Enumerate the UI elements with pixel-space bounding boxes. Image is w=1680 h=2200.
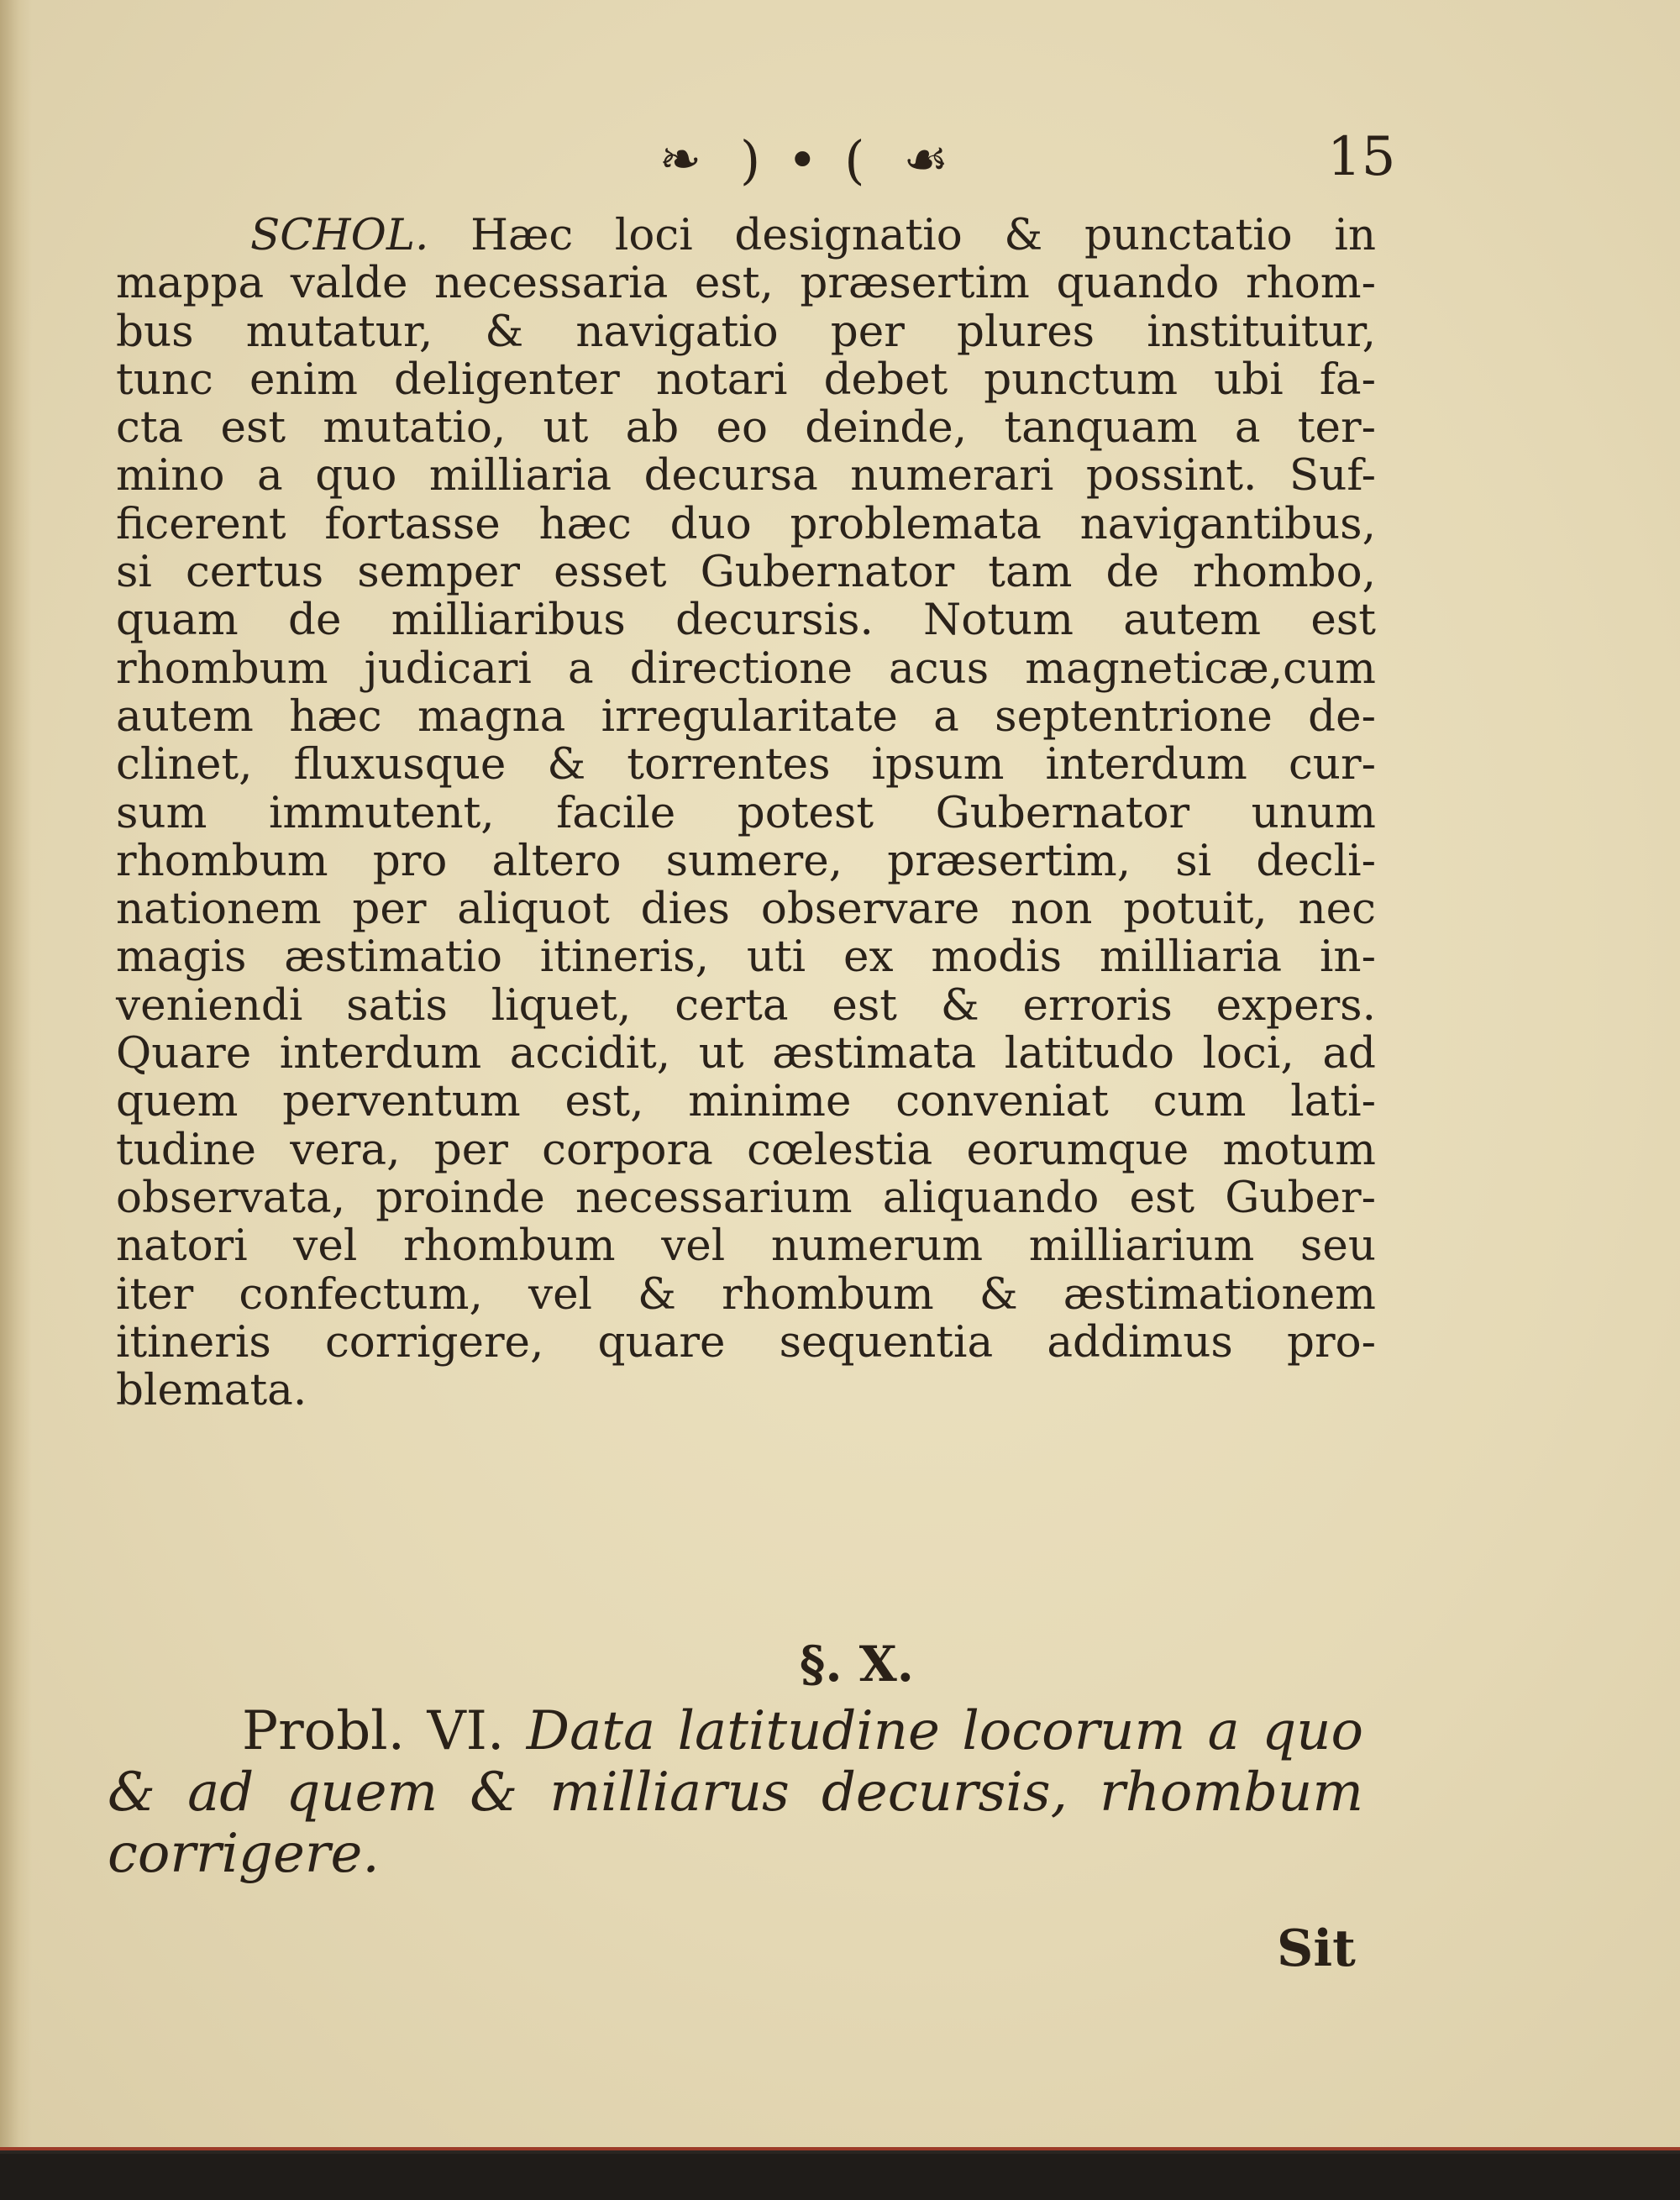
problem-line: corrigere.: [108, 1823, 380, 1885]
scan-background: [0, 2154, 1680, 2200]
text-line: natori vel rhombum vel numerum milliarium seu: [116, 1221, 1376, 1272]
page-number: 15: [1327, 126, 1396, 188]
running-head: ) • (: [740, 129, 870, 191]
text-line: clinet, fluxusque & torrentes ipsum interdum cur-: [116, 739, 1376, 790]
text-line: ficerent fortasse hæc duo problemata navigantibus,: [116, 498, 1376, 549]
text-line: iter confectum, vel & rhombum & æstimationem: [116, 1268, 1376, 1320]
text-line: quem perventum est, minime conveniat cum lati-: [116, 1076, 1376, 1127]
problem-statement: [108, 1701, 1363, 1885]
text-line: itineris corrigere, quare sequentia addimus pro-: [116, 1316, 1376, 1368]
text-line: cta est mutatio, ut ab eo deinde, tanquam a ter-: [116, 402, 1376, 454]
text-line: veniendi satis liquet, certa est & erroris expers.: [116, 979, 1376, 1031]
text-line: bus mutatur, & navigatio per plures instituitur,: [116, 306, 1376, 357]
scholium-paragraph: [116, 212, 1376, 1415]
page-edge: [0, 2147, 1680, 2150]
text-line: mappa valde necessaria est, præsertim quando rhom-: [116, 258, 1376, 309]
text-line: blemata.: [116, 1365, 307, 1416]
text-line: SCHOL. Hæc loci designatio & punctatio in: [250, 210, 1376, 260]
text-line: quam de milliaribus decursis. Notum autem est: [116, 595, 1376, 646]
text-line: rhombum pro altero sumere, præsertim, si decli-: [116, 835, 1376, 886]
problem-line: Probl. VI. Data latitudine locorum a quo: [242, 1700, 1363, 1762]
problem-line: & ad quem & milliarus decursis, rhombum: [108, 1762, 1363, 1824]
text-line: si certus semper esset Gubernator tam de rhombo,: [116, 547, 1376, 598]
text-line: magis æstimatio itineris, uti ex modis milliaria in-: [116, 932, 1376, 983]
running-header: [588, 126, 1025, 193]
catchword: Sit: [1277, 1919, 1356, 1978]
scholium-label: SCHOL.: [250, 210, 429, 260]
text-line: tunc enim deligenter notari debet punctum ubi fa-: [116, 354, 1376, 405]
text-line: rhombum judicari a directione acus magneticæ,cum: [116, 643, 1376, 694]
page-gutter: [0, 0, 32, 2150]
ornament-right-icon: ☙: [903, 130, 954, 189]
section-heading: §. X.: [800, 1636, 914, 1693]
text-line: Quare interdum accidit, ut æstimata latitudo loci, ad: [116, 1028, 1376, 1079]
ornament-left-icon: ❧: [659, 130, 707, 189]
text-line: autem hæc magna irregularitate a septentrione de-: [116, 690, 1376, 742]
text-line: sum immutent, facile potest Gubernator unum: [116, 787, 1376, 838]
text-line: observata, proinde necessarium aliquando est Guber-: [116, 1172, 1376, 1223]
text-line: tudine vera, per corpora cœlestia eorumque motum: [116, 1124, 1376, 1175]
text-line: nationem per aliquot dies observare non potuit, nec: [116, 884, 1376, 935]
text-line: mino a quo milliaria decursa numerari possint. Suf-: [116, 450, 1376, 501]
problem-label: Probl. VI.: [242, 1700, 505, 1762]
